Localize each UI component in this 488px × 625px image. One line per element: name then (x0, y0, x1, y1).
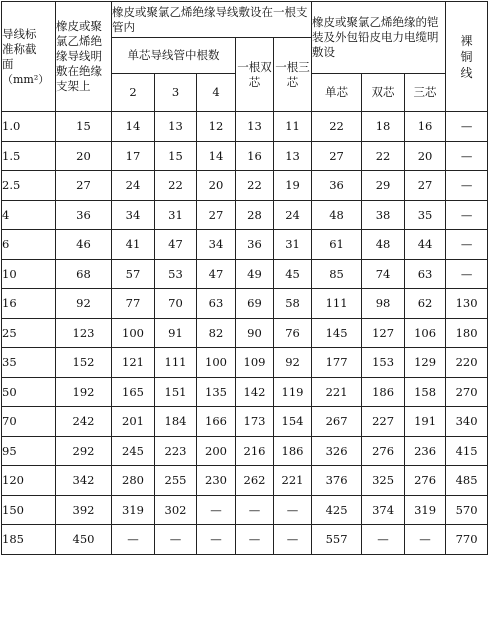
cell-twin-core: 22 (236, 171, 274, 201)
cell-cable-double: 153 (362, 348, 405, 378)
cell-conduit-4: 12 (197, 112, 236, 142)
cell-area: 185 (2, 525, 56, 555)
header-open-air-line: 橡皮或聚 (56, 19, 102, 33)
cell-conduit-3: 31 (155, 200, 197, 230)
header-area (2, 2, 56, 112)
cell-cable-double: 127 (362, 318, 405, 348)
cell-area: 35 (2, 348, 56, 378)
cell-conduit-2: 100 (112, 318, 155, 348)
header-area-line: 准称截 (2, 41, 37, 56)
table-row (2, 348, 488, 378)
cell-cable-single: 177 (312, 348, 362, 378)
cell-cable-triple: 35 (405, 200, 446, 230)
cell-bare-copper: 570 (446, 495, 488, 525)
cell-triple-core: 58 (274, 289, 312, 319)
cell-triple-core: 24 (274, 200, 312, 230)
cell-open: 292 (56, 436, 112, 466)
table-row (2, 436, 488, 466)
header-bare-copper-char: 线 (460, 65, 473, 80)
header-open-air-line: 支架上 (56, 79, 91, 93)
cell-triple-core: 76 (274, 318, 312, 348)
cell-twin-core: 173 (236, 407, 274, 437)
cell-cable-single: 425 (312, 495, 362, 525)
cell-conduit-3: 53 (155, 259, 197, 289)
cell-triple-core: 92 (274, 348, 312, 378)
cell-cable-triple: 319 (405, 495, 446, 525)
cell-area: 1.5 (2, 141, 56, 171)
cell-twin-core: 16 (236, 141, 274, 171)
cell-cable-double: 98 (362, 289, 405, 319)
cell-conduit-3: 302 (155, 495, 197, 525)
header-bare-copper (446, 2, 488, 112)
header-open-air (56, 2, 112, 112)
cell-triple-core: 45 (274, 259, 312, 289)
cell-triple-core: 221 (274, 466, 312, 496)
cell-twin-core: 13 (236, 112, 274, 142)
cell-conduit-4: 135 (197, 377, 236, 407)
cell-conduit-4: 200 (197, 436, 236, 466)
header-bare-copper-char: 裸 (460, 33, 473, 48)
cell-area: 150 (2, 495, 56, 525)
cell-area: 95 (2, 436, 56, 466)
cell-conduit-3: 223 (155, 436, 197, 466)
cell-conduit-2: 121 (112, 348, 155, 378)
cell-conduit-2: — (112, 525, 155, 555)
cell-cable-triple: 236 (405, 436, 446, 466)
header-single-core-conduit: 单芯导线管中根数 (112, 38, 236, 74)
cell-conduit-4: 100 (197, 348, 236, 378)
cell-conduit-4: 230 (197, 466, 236, 496)
cell-conduit-3: 15 (155, 141, 197, 171)
cell-open: 68 (56, 259, 112, 289)
cell-conduit-3: 13 (155, 112, 197, 142)
cell-bare-copper: — (446, 259, 488, 289)
header-area-unit: （mm²） (2, 72, 50, 86)
header-open-air-line: 缘导线明 (56, 49, 102, 63)
cell-triple-core: 119 (274, 377, 312, 407)
cell-conduit-3: 70 (155, 289, 197, 319)
cell-cable-double: 186 (362, 377, 405, 407)
table-row (2, 141, 488, 171)
cell-cable-triple: 27 (405, 171, 446, 201)
cell-area: 25 (2, 318, 56, 348)
cell-cable-single: 376 (312, 466, 362, 496)
header-triple-core: 一根三芯 (274, 38, 312, 112)
table-row (2, 495, 488, 525)
cell-cable-triple: 20 (405, 141, 446, 171)
cell-area: 4 (2, 200, 56, 230)
cell-cable-triple: 191 (405, 407, 446, 437)
header-cable-double: 双芯 (362, 74, 405, 112)
cell-triple-core: 11 (274, 112, 312, 142)
cell-open: 27 (56, 171, 112, 201)
table-row (2, 466, 488, 496)
cell-open: 123 (56, 318, 112, 348)
cell-area: 10 (2, 259, 56, 289)
cell-open: 392 (56, 495, 112, 525)
cell-conduit-2: 280 (112, 466, 155, 496)
cell-cable-double: 74 (362, 259, 405, 289)
cell-bare-copper: 220 (446, 348, 488, 378)
cell-bare-copper: 415 (446, 436, 488, 466)
cell-bare-copper: — (446, 141, 488, 171)
cell-cable-single: 557 (312, 525, 362, 555)
cell-conduit-4: 27 (197, 200, 236, 230)
cell-cable-double: 22 (362, 141, 405, 171)
cell-cable-single: 267 (312, 407, 362, 437)
cell-open: 192 (56, 377, 112, 407)
cell-cable-double: 227 (362, 407, 405, 437)
cell-conduit-3: 184 (155, 407, 197, 437)
header-conduit-count: 4 (197, 74, 236, 112)
cell-area: 1.0 (2, 112, 56, 142)
cell-cable-double: 374 (362, 495, 405, 525)
cell-cable-single: 111 (312, 289, 362, 319)
cell-twin-core: 109 (236, 348, 274, 378)
cell-bare-copper: 180 (446, 318, 488, 348)
cell-cable-triple: 106 (405, 318, 446, 348)
cell-conduit-3: 91 (155, 318, 197, 348)
cell-conduit-4: 63 (197, 289, 236, 319)
cell-conduit-4: — (197, 525, 236, 555)
cell-bare-copper: — (446, 230, 488, 260)
table-row (2, 318, 488, 348)
cell-conduit-4: 82 (197, 318, 236, 348)
table-row (2, 230, 488, 260)
cell-conduit-2: 165 (112, 377, 155, 407)
cell-triple-core: — (274, 525, 312, 555)
cell-area: 70 (2, 407, 56, 437)
cell-cable-single: 27 (312, 141, 362, 171)
cell-triple-core: — (274, 495, 312, 525)
header-conduit-count: 2 (112, 74, 155, 112)
cell-area: 6 (2, 230, 56, 260)
cell-area: 120 (2, 466, 56, 496)
header-open-air-line: 敷在绝缘 (56, 64, 102, 78)
table-row (2, 407, 488, 437)
cell-open: 342 (56, 466, 112, 496)
header-cable-single: 单芯 (312, 74, 362, 112)
cell-area: 16 (2, 289, 56, 319)
cell-conduit-2: 77 (112, 289, 155, 319)
header-cable-group: 橡皮或聚氯乙烯绝缘的铠装及外包铅皮电力电缆明敷设 (312, 2, 446, 74)
table-row (2, 289, 488, 319)
cell-conduit-2: 34 (112, 200, 155, 230)
cell-open: 450 (56, 525, 112, 555)
cell-conduit-4: 47 (197, 259, 236, 289)
cell-twin-core: 28 (236, 200, 274, 230)
cell-twin-core: 36 (236, 230, 274, 260)
table-row (2, 377, 488, 407)
cell-twin-core: 216 (236, 436, 274, 466)
cell-conduit-2: 24 (112, 171, 155, 201)
cell-cable-triple: 16 (405, 112, 446, 142)
cell-bare-copper: 270 (446, 377, 488, 407)
cell-twin-core: — (236, 525, 274, 555)
cell-cable-single: 221 (312, 377, 362, 407)
cell-cable-triple: 158 (405, 377, 446, 407)
cell-area: 50 (2, 377, 56, 407)
header-area-line: 面 (2, 56, 14, 71)
table-body (2, 112, 488, 555)
table-header (2, 2, 488, 112)
cell-bare-copper: — (446, 171, 488, 201)
cell-cable-triple: 276 (405, 466, 446, 496)
cell-conduit-3: 47 (155, 230, 197, 260)
cell-twin-core: 90 (236, 318, 274, 348)
cell-twin-core: — (236, 495, 274, 525)
cell-twin-core: 142 (236, 377, 274, 407)
cell-conduit-2: 41 (112, 230, 155, 260)
cell-conduit-4: 166 (197, 407, 236, 437)
cell-cable-single: 85 (312, 259, 362, 289)
header-conduit-count: 3 (155, 74, 197, 112)
cell-bare-copper: 130 (446, 289, 488, 319)
cell-open: 15 (56, 112, 112, 142)
cell-cable-double: 29 (362, 171, 405, 201)
cell-open: 92 (56, 289, 112, 319)
table-row (2, 525, 488, 555)
cell-bare-copper: — (446, 200, 488, 230)
cell-cable-triple: 44 (405, 230, 446, 260)
cell-cable-triple: 63 (405, 259, 446, 289)
cell-cable-double: 276 (362, 436, 405, 466)
cell-conduit-4: — (197, 495, 236, 525)
cell-open: 152 (56, 348, 112, 378)
header-bare-copper-char: 铜 (460, 49, 473, 64)
cell-conduit-2: 319 (112, 495, 155, 525)
cell-cable-triple: 62 (405, 289, 446, 319)
cell-cable-single: 22 (312, 112, 362, 142)
cell-open: 20 (56, 141, 112, 171)
header-open-air-line: 氯乙烯绝 (56, 34, 102, 48)
cell-conduit-4: 20 (197, 171, 236, 201)
cell-cable-triple: — (405, 525, 446, 555)
cell-conduit-2: 17 (112, 141, 155, 171)
cell-cable-double: — (362, 525, 405, 555)
table-row (2, 112, 488, 142)
ampacity-table (1, 1, 488, 555)
table-row (2, 259, 488, 289)
cell-conduit-2: 201 (112, 407, 155, 437)
cell-conduit-4: 34 (197, 230, 236, 260)
cell-cable-single: 326 (312, 436, 362, 466)
cell-conduit-3: — (155, 525, 197, 555)
cell-cable-single: 145 (312, 318, 362, 348)
header-area-line: 导线标 (2, 26, 37, 41)
cell-cable-double: 38 (362, 200, 405, 230)
cell-open: 242 (56, 407, 112, 437)
cell-cable-double: 48 (362, 230, 405, 260)
cell-conduit-4: 14 (197, 141, 236, 171)
cell-conduit-3: 255 (155, 466, 197, 496)
cell-cable-double: 18 (362, 112, 405, 142)
cell-cable-triple: 129 (405, 348, 446, 378)
cell-cable-single: 48 (312, 200, 362, 230)
cell-twin-core: 69 (236, 289, 274, 319)
cell-triple-core: 19 (274, 171, 312, 201)
cell-twin-core: 49 (236, 259, 274, 289)
cell-open: 36 (56, 200, 112, 230)
header-cable-triple: 三芯 (405, 74, 446, 112)
header-twin-core: 一根双芯 (236, 38, 274, 112)
cell-twin-core: 262 (236, 466, 274, 496)
cell-cable-single: 36 (312, 171, 362, 201)
cell-triple-core: 154 (274, 407, 312, 437)
cell-bare-copper: — (446, 112, 488, 142)
cell-cable-single: 61 (312, 230, 362, 260)
cell-bare-copper: 770 (446, 525, 488, 555)
cell-triple-core: 186 (274, 436, 312, 466)
cell-conduit-2: 245 (112, 436, 155, 466)
header-conduit-group: 橡皮或聚氯乙烯绝缘导线敷设在一根支管内 (112, 2, 312, 38)
table-row (2, 171, 488, 201)
cell-open: 46 (56, 230, 112, 260)
cell-cable-double: 325 (362, 466, 405, 496)
cell-conduit-3: 22 (155, 171, 197, 201)
cell-conduit-3: 151 (155, 377, 197, 407)
table-row (2, 200, 488, 230)
cell-bare-copper: 340 (446, 407, 488, 437)
cell-triple-core: 13 (274, 141, 312, 171)
cell-bare-copper: 485 (446, 466, 488, 496)
cell-triple-core: 31 (274, 230, 312, 260)
cell-conduit-2: 14 (112, 112, 155, 142)
cell-conduit-3: 111 (155, 348, 197, 378)
cell-area: 2.5 (2, 171, 56, 201)
cell-conduit-2: 57 (112, 259, 155, 289)
